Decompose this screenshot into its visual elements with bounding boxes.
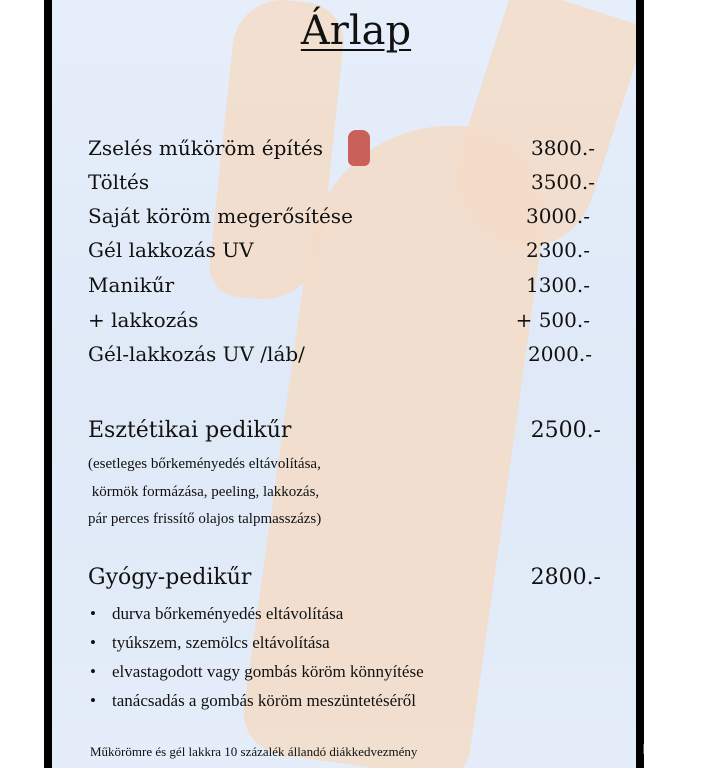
watermark: mik bbox=[642, 738, 679, 759]
pedicure-name: Esztétikai pedikűr bbox=[88, 418, 292, 443]
page-title: Árlap bbox=[300, 8, 412, 54]
nail-image bbox=[348, 130, 370, 166]
item-name: Gél-lakkozás UV /láb/ bbox=[88, 342, 305, 366]
item-name: Gél lakkozás UV bbox=[88, 238, 254, 262]
item-price: 3500.- bbox=[530, 170, 595, 194]
pedicure-description: körmök formázása, peeling, lakkozás, bbox=[88, 484, 320, 500]
bullet-item bbox=[90, 633, 330, 653]
item-name: Zselés műköröm építés bbox=[88, 136, 323, 160]
bullet-text: elvastagodott vagy gombás köröm könnyítése bbox=[112, 662, 424, 681]
item-price: 3000.- bbox=[525, 204, 590, 228]
bullet-icon: • bbox=[90, 633, 96, 652]
bullet-text: tanácsadás a gombás köröm meszüntetéséről bbox=[112, 691, 417, 710]
item-name: + lakkozás bbox=[88, 308, 199, 332]
pedicure-description: pár perces frissítő olajos talpmasszázs) bbox=[88, 511, 322, 527]
item-name: Töltés bbox=[88, 170, 150, 194]
bullet-text: tyúkszem, szemölcs eltávolítása bbox=[112, 633, 330, 652]
bullet-icon: • bbox=[90, 604, 96, 623]
bullet-icon: • bbox=[90, 662, 96, 681]
bullet-item bbox=[90, 604, 343, 624]
item-name: Manikűr bbox=[88, 273, 175, 297]
item-price: 2000.- bbox=[527, 342, 592, 366]
pedicure-price: 2500.- bbox=[530, 418, 601, 443]
item-price: 1300.- bbox=[525, 273, 590, 297]
bullet-icon: • bbox=[90, 691, 96, 710]
student-discount-note: Műkörömre és gél lakkra 10 százalék állandó diákkedvezmény bbox=[90, 744, 418, 759]
bullet-item bbox=[90, 662, 424, 682]
pedicure-description: (esetleges bőrkeményedés eltávolítása, bbox=[88, 456, 321, 472]
item-price: + 500.- bbox=[515, 308, 590, 332]
medical-pedicure-price: 2800.- bbox=[530, 565, 601, 590]
bullet-item bbox=[90, 691, 416, 711]
bullet-text: durva bőrkeményedés eltávolítása bbox=[112, 604, 344, 623]
item-price: 2300.- bbox=[525, 238, 590, 262]
item-name: Saját köröm megerősítése bbox=[88, 204, 353, 228]
item-price: 3800.- bbox=[530, 136, 595, 160]
medical-pedicure-name: Gyógy-pedikűr bbox=[88, 565, 252, 590]
